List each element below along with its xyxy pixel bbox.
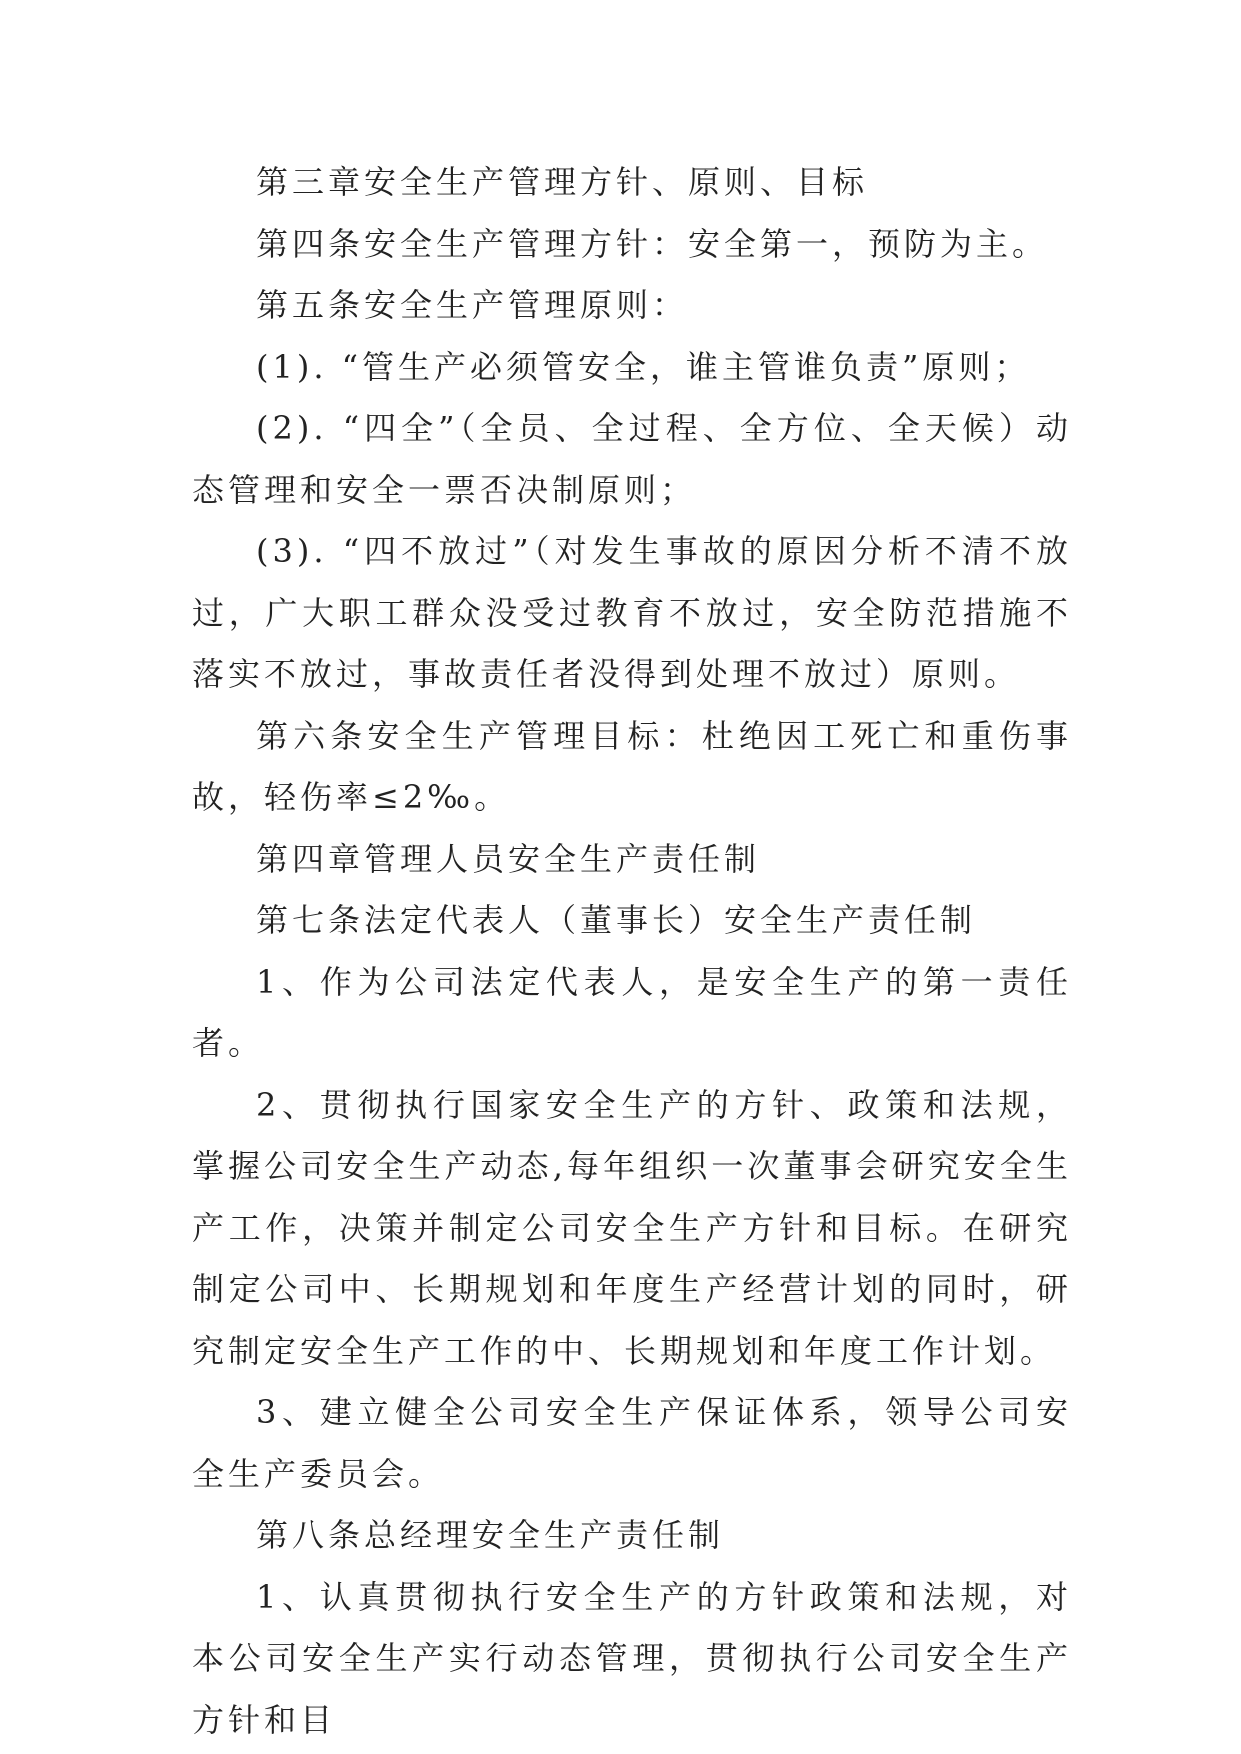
numbered-paragraph: 1、认真贯彻执行安全生产的方针政策和法规，对本公司安全生产实行动态管理，贯彻执行公司安全生产方针和目 bbox=[192, 1577, 1072, 1739]
chapter-heading: 第四章管理人员安全生产责任制 bbox=[256, 839, 761, 878]
article-paragraph: 第七条法定代表人（董事长）安全生产责任制 bbox=[256, 901, 977, 939]
numbered-paragraph: 1、作为公司法定代表人，是安全生产的第一责任者。 bbox=[192, 962, 1072, 1062]
article-paragraph: 第六条安全生产管理目标：杜绝因工死亡和重伤事故，轻伤率≤2‰。 bbox=[192, 716, 1072, 816]
chapter-heading: 第三章安全生产管理方针、原则、目标 bbox=[256, 163, 869, 201]
document-body bbox=[192, 152, 1072, 1751]
list-item-paragraph: (3). “四不放过”（对发生事故的原因分析不清不放过，广大职工群众没受过教育不放过，安全防范措施不落实不放过，事故责任者没得到处理不放过）原则。 bbox=[192, 532, 1072, 693]
article-paragraph: 第八条总经理安全生产责任制 bbox=[256, 1516, 725, 1554]
numbered-paragraph: 2、贯彻执行国家安全生产的方针、政策和法规，掌握公司安全生产动态,每年组织一次董事会研究安全生产工作，决策并制定公司安全生产方针和目标。在研究制定公司中、长期规划和年度生产经营计划的同时，研究制定安全生产工作的中、长期规划和年度工作计划。 bbox=[192, 1085, 1072, 1370]
list-item-paragraph: (1). “管生产必须管安全，谁主管谁负责”原则； bbox=[256, 347, 1031, 386]
article-paragraph: 第四条安全生产管理方针：安全第一，预防为主。 bbox=[256, 224, 1049, 263]
list-item-paragraph: (2). “四全”（全员、全过程、全方位、全天候）动态管理和安全一票否决制原则； bbox=[192, 409, 1072, 509]
numbered-paragraph: 3、建立健全公司安全生产保证体系，领导公司安全生产委员会。 bbox=[192, 1393, 1072, 1493]
article-paragraph: 第五条安全生产管理原则： bbox=[256, 286, 689, 324]
